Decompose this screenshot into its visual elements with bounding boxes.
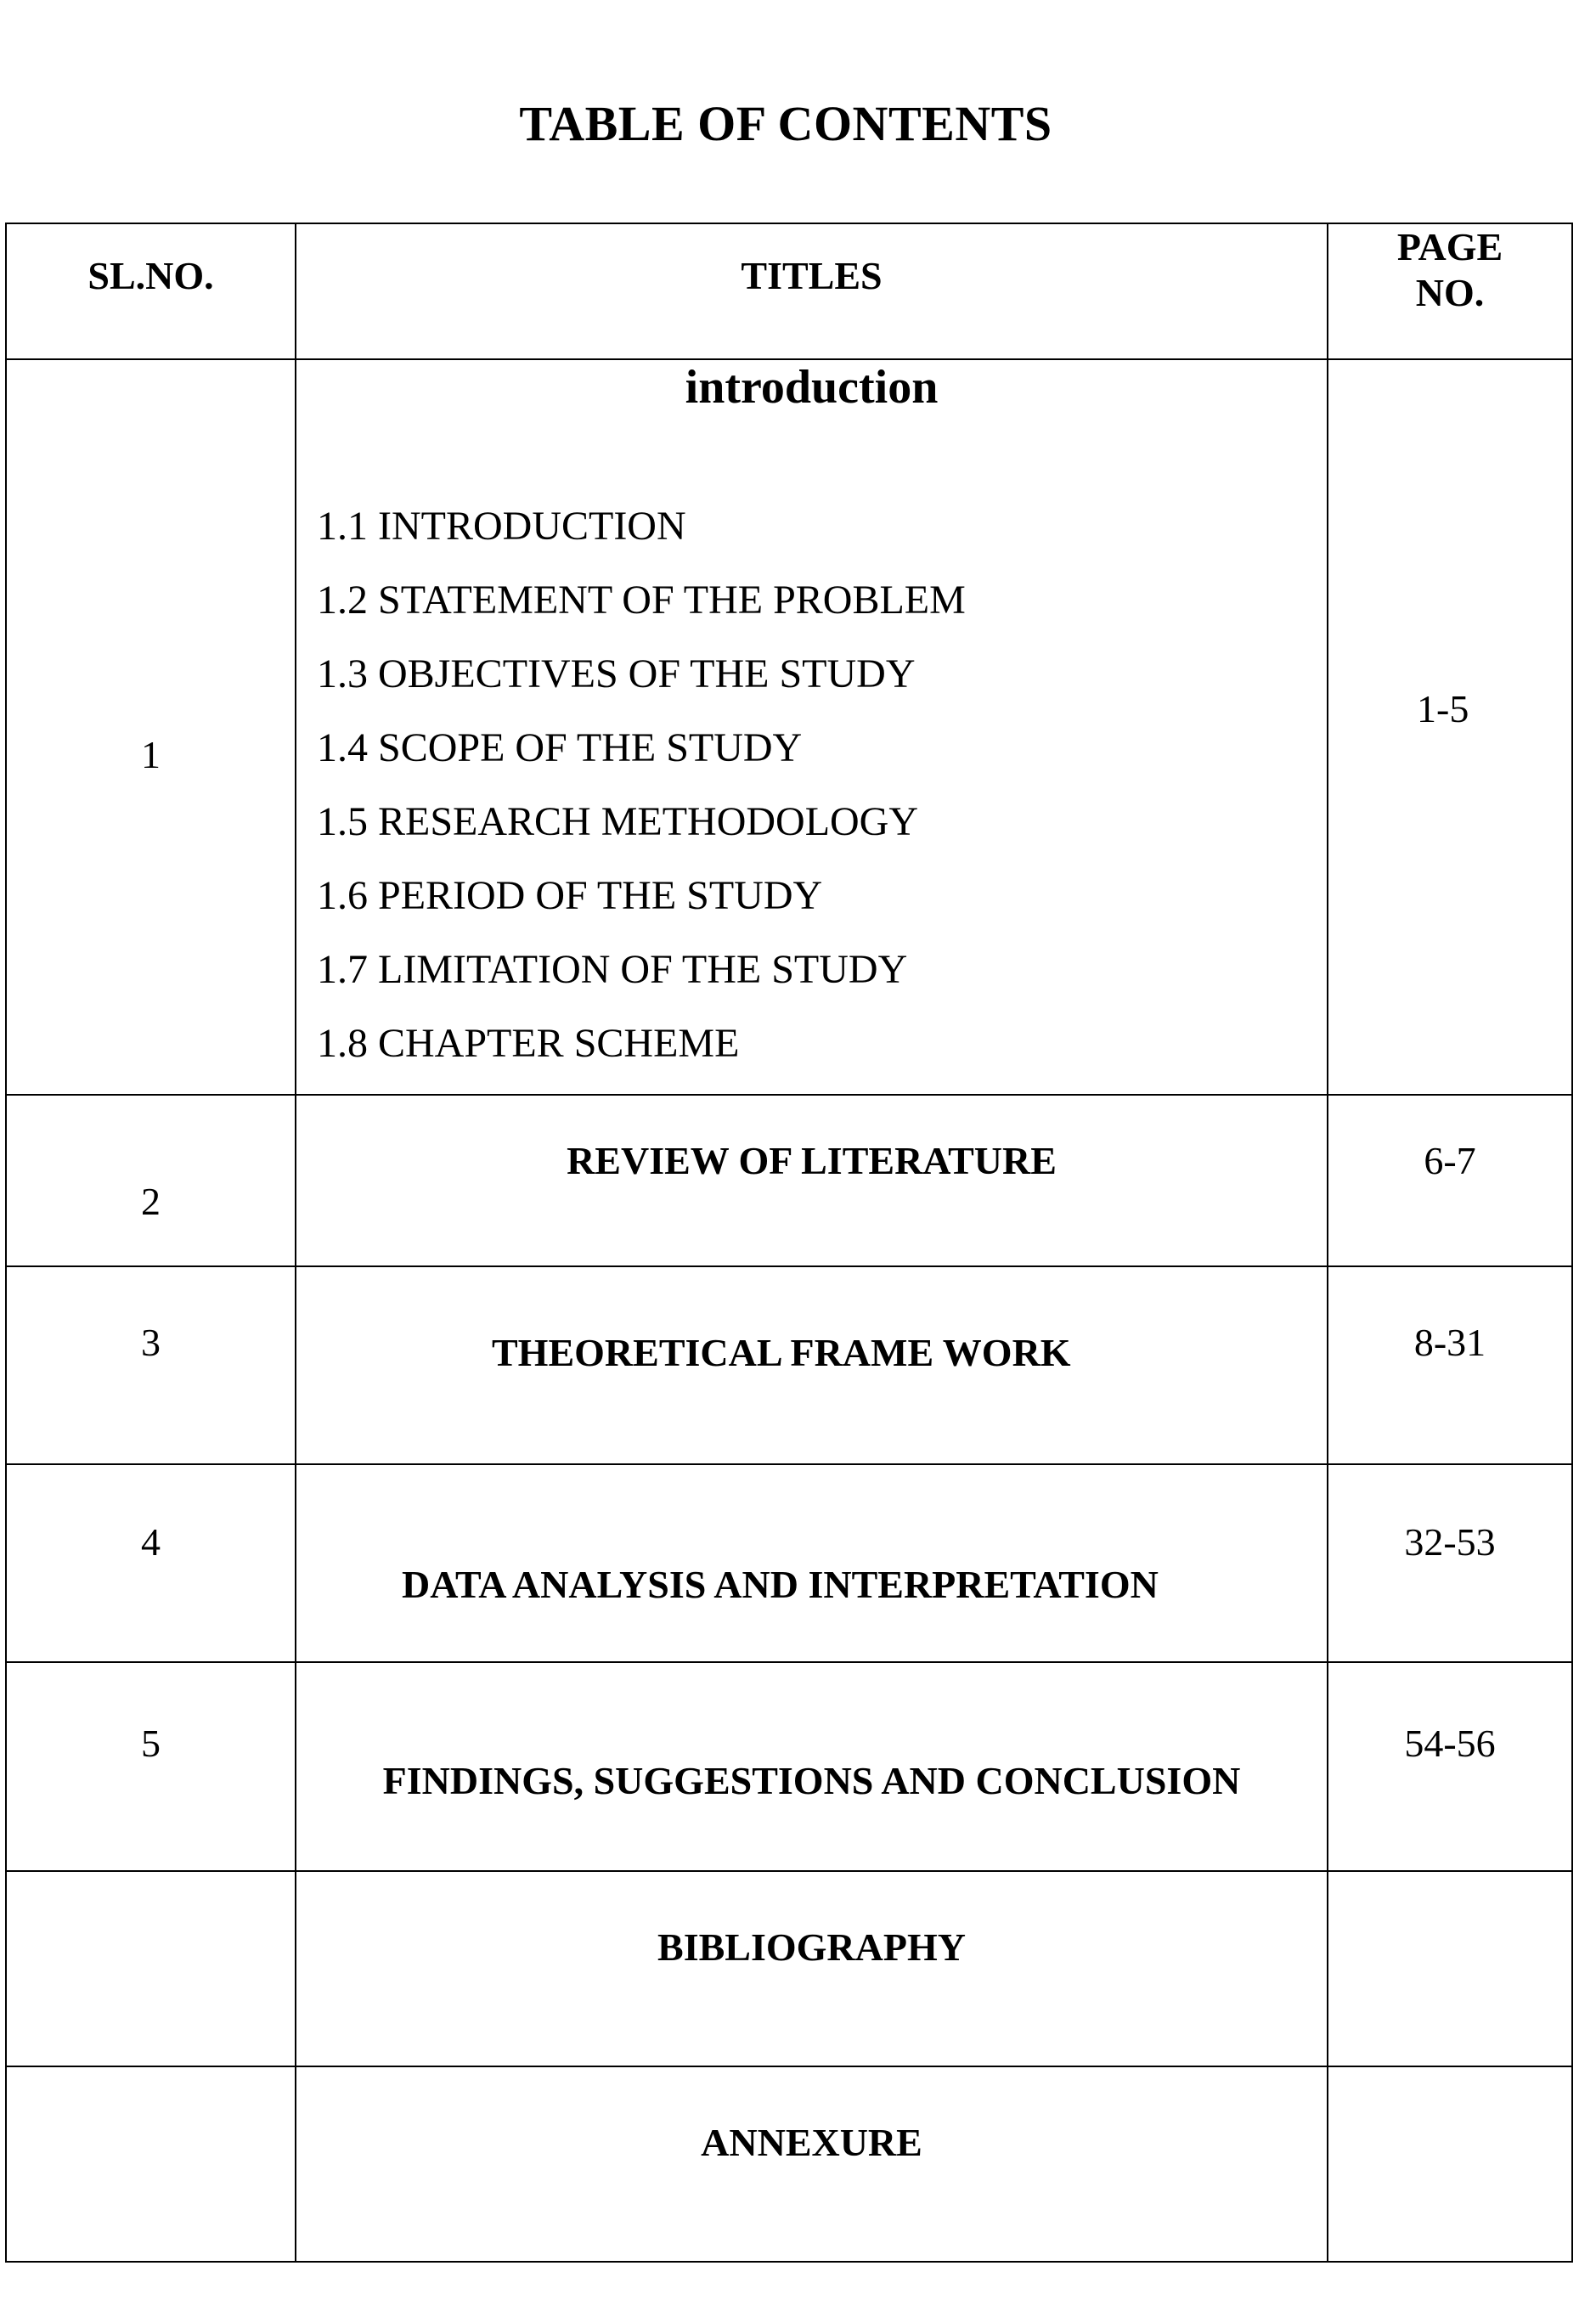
page-title: TABLE OF CONTENTS [519,96,1052,151]
subitem: 1.4 SCOPE OF THE STUDY [317,725,803,770]
row-page-value: 8-31 [1413,1321,1486,1364]
row-title-cell [296,2066,1328,2262]
table-row [6,1464,1572,1662]
row-title: REVIEW OF LITERATURE [567,1139,1057,1182]
subitem: 1.1 INTRODUCTION [317,504,686,549]
row-title: FINDINGS, SUGGESTIONS AND CONCLUSION [382,1759,1241,1802]
row-sl-cell [6,2066,296,2262]
table-header-row [6,223,1572,359]
row-page-cell [1328,359,1572,1095]
row-page-cell [1328,1464,1572,1662]
header-sl-label: SL.NO. [87,254,214,297]
header-sl-cell [6,223,296,359]
table-row [6,359,1572,1095]
table-row [6,1095,1572,1266]
subitem: 1.6 PERIOD OF THE STUDY [317,873,823,918]
row-sl-value: 5 [141,1722,161,1765]
table-row [6,2066,1572,2262]
row-title: BIBLIOGRAPHY [657,1925,966,1969]
row-page-value: 32-53 [1404,1520,1496,1564]
subitem: 1.7 LIMITATION OF THE STUDY [317,947,908,992]
table-row [6,1871,1572,2066]
row-page-value: 6-7 [1424,1139,1476,1182]
row-title-cell [296,359,1328,1095]
subitem: 1.8 CHAPTER SCHEME [317,1021,740,1066]
header-page-cell [1328,223,1572,359]
row-title-cell [296,1095,1328,1266]
row-title: ANNEXURE [701,2121,922,2164]
header-titles-cell [296,223,1328,359]
subitem: 1.5 RESEARCH METHODOLOGY [317,799,918,844]
subitem: 1.3 OBJECTIVES OF THE STUDY [317,651,916,696]
row-sl-cell [6,1266,296,1464]
row-sl-cell [6,1871,296,2066]
row-page-value: 1-5 [1417,687,1469,730]
row-sl-value: 2 [141,1180,161,1223]
row-title-cell [296,1464,1328,1662]
row-page-cell [1328,1662,1572,1871]
row-sl-value: 4 [141,1520,161,1564]
subitem: 1.2 STATEMENT OF THE PROBLEM [317,578,966,623]
row-sl-cell [6,1662,296,1871]
row-title: THEORETICAL FRAME WORK [492,1331,1071,1374]
row-page-value: 54-56 [1404,1722,1496,1765]
chapter-heading: introduction [685,361,939,414]
header-page-label-line2: NO. [1415,271,1485,314]
row-page-cell [1328,1871,1572,2066]
header-page-label-line1: PAGE [1396,225,1503,268]
row-title-cell [296,1662,1328,1871]
row-sl-cell [6,1464,296,1662]
row-page-cell [1328,1095,1572,1266]
table-row [6,1266,1572,1464]
contents-table [5,223,1573,2263]
row-title-cell [296,1266,1328,1464]
row-page-cell [1328,2066,1572,2262]
row-page-cell [1328,1266,1572,1464]
row-sl-cell [6,1095,296,1266]
table-row [6,1662,1572,1871]
row-title-cell [296,1871,1328,2066]
row-title: DATA ANALYSIS AND INTERPRETATION [402,1563,1159,1606]
header-titles-label: TITLES [741,254,883,297]
row-sl-value: 1 [141,733,161,776]
row-sl-cell [6,359,296,1095]
row-sl-value: 3 [141,1321,161,1364]
